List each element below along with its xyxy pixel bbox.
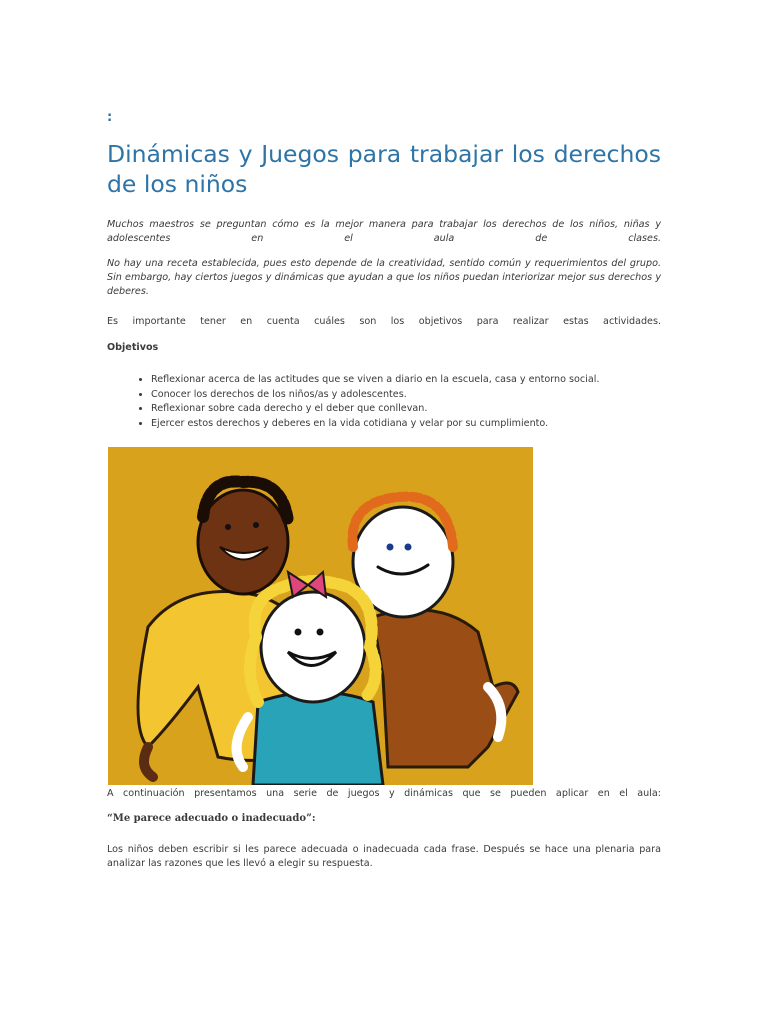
list-item: • Reflexionar sobre cada derecho y el deber que conllevan. (151, 402, 685, 417)
game-title: “Me parece adecuado o inadecuado”: (107, 813, 316, 824)
game-description: Los niños deben escribir si les parece adecuada o inadecuada cada frase. Después se hace una plenaria para analizar las razones que les llevó a elegir su respuesta. (107, 844, 661, 869)
objetivos-heading: Objetivos (107, 342, 159, 353)
section-marker: : (107, 110, 113, 125)
intro-paragraph-3: Es importante tener en cuenta cuáles son los objetivos para realizar estas actividades. (107, 316, 661, 327)
intro-paragraph-1: Muchos maestros se preguntan cómo es la mejor manera para trabajar los derechos de los niños, niñas y adolescentes en el aula de clases. (107, 219, 661, 244)
objetivos-list (127, 373, 685, 431)
list-item: • Conocer los derechos de los niños/as y adolescentes. (151, 388, 685, 403)
games-intro: A continuación presentamos una serie de juegos y dinámicas que se pueden aplicar en el aula: (107, 788, 661, 799)
list-item: • Ejercer estos derechos y deberes en la vida cotidiana y velar por su cumplimiento. (151, 417, 685, 432)
children-illustration (108, 447, 533, 785)
intro-paragraph-2: No hay una receta establecida, pues esto depende de la creatividad, sentido común y requerimientos del grupo. Sin embargo, hay ciertos juegos y dinámicas que ayudan a que los niños puedan interiorizar mejor sus derechos y deberes. (107, 258, 661, 297)
list-item: • Reflexionar acerca de las actitudes que se viven a diario en la escuela, casa y entorno social. (151, 373, 685, 388)
page-title: Dinámicas y Juegos para trabajar los derechos de los niños (107, 140, 661, 198)
